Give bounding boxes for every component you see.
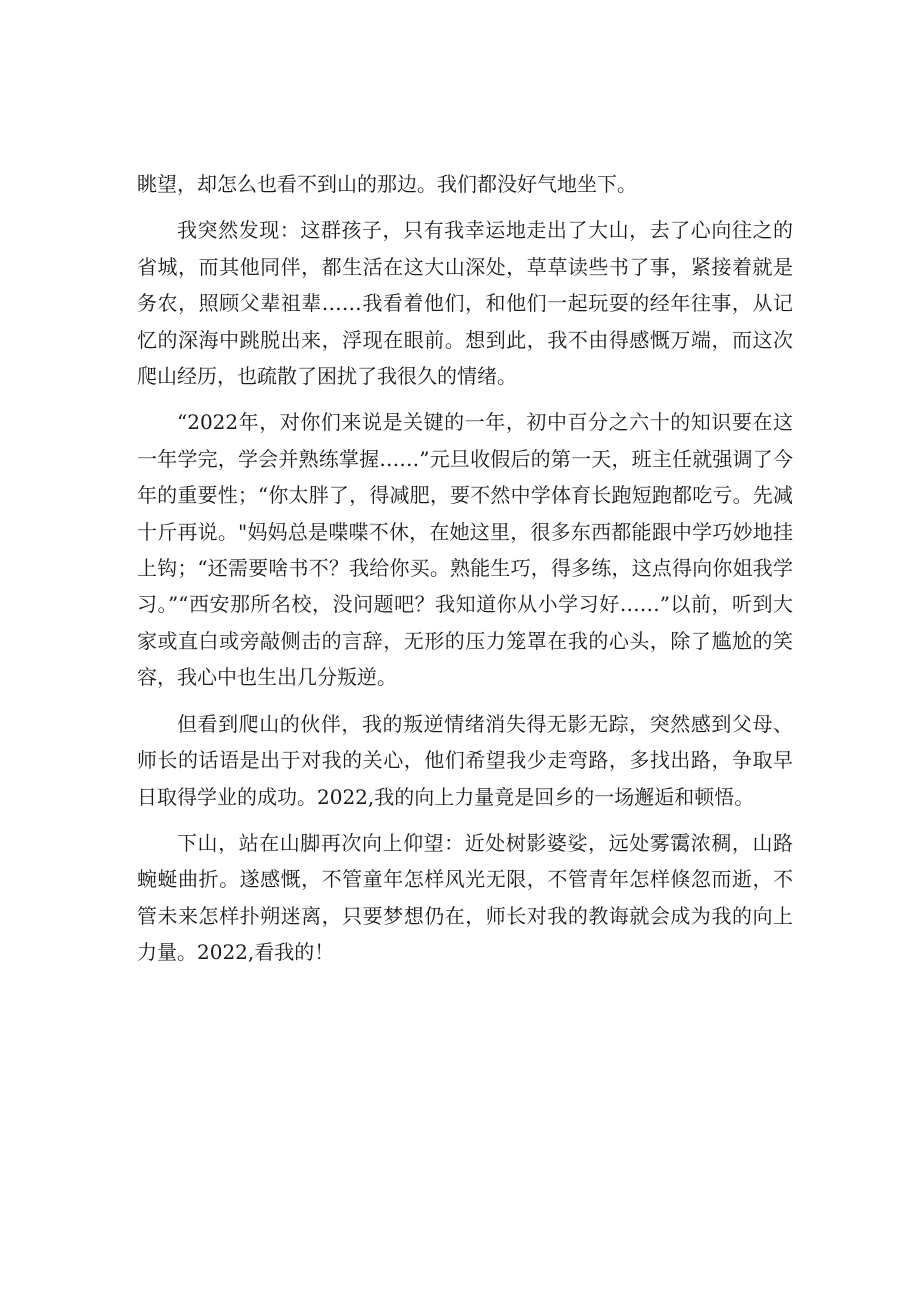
- document-body: [137, 166, 793, 981]
- paragraph-conclusion: 下山，站在山脚再次向上仰望：近处树影婆娑，远处雾霭浓稠，山路蜿蜒曲折。遂感慨，不管童年怎样风光无限，不管青年怎样倏忽而逝，不管未来怎样扑朔迷离，只要梦想仍在，师长对我的教诲就会成为我的向上力量。2022,看我的！: [137, 830, 793, 965]
- paragraph-understanding: 但看到爬山的伙伴，我的叛逆情绪消失得无影无踪，突然感到父母、师长的话语是出于对我的关心，他们希望我少走弯路，多找出路，争取早日取得学业的成功。2022,我的向上力量竟是回乡的一场邂逅和顿悟。: [137, 711, 793, 809]
- paragraph-pressure: “2022年，对你们来说是关键的一年，初中百分之六十的知识要在这一年学完，学会并熟练掌握……”元旦收假后的第一天，班主任就强调了今年的重要性；“你太胖了，得减肥，要不然中学体育长跑短跑都吃亏。先减十斤再说。"妈妈总是喋喋不休，在她这里，很多东西都能跟中学巧妙地挂上钩；“还需要啥书不？我给你买。熟能生巧，得多练，这点得向你姐我学习。”“西安那所名校，没问题吧？我知道你从小学习好……”以前，听到大家或直白或旁敲侧击的言辞，无形的压力笼罩在我的心头，除了尴尬的笑容，我心中也生出几分叛逆。: [137, 410, 793, 690]
- paragraph-continuation: 眺望，却怎么也看不到山的那边。我们都没好气地坐下。: [137, 172, 637, 196]
- paragraph-realization: 我突然发现：这群孩子，只有我幸运地走出了大山，去了心向往之的省城，而其他同伴，都生活在这大山深处，草草读些书了事，紧接着就是务农，照顾父辈祖辈……我看着他们，和他们一起玩耍的经年往事，从记忆的深海中跳脱出来，浮现在眼前。想到此，我不由得感慨万端，而这次爬山经历，也疏散了困扰了我很久的情绪。: [137, 218, 793, 389]
